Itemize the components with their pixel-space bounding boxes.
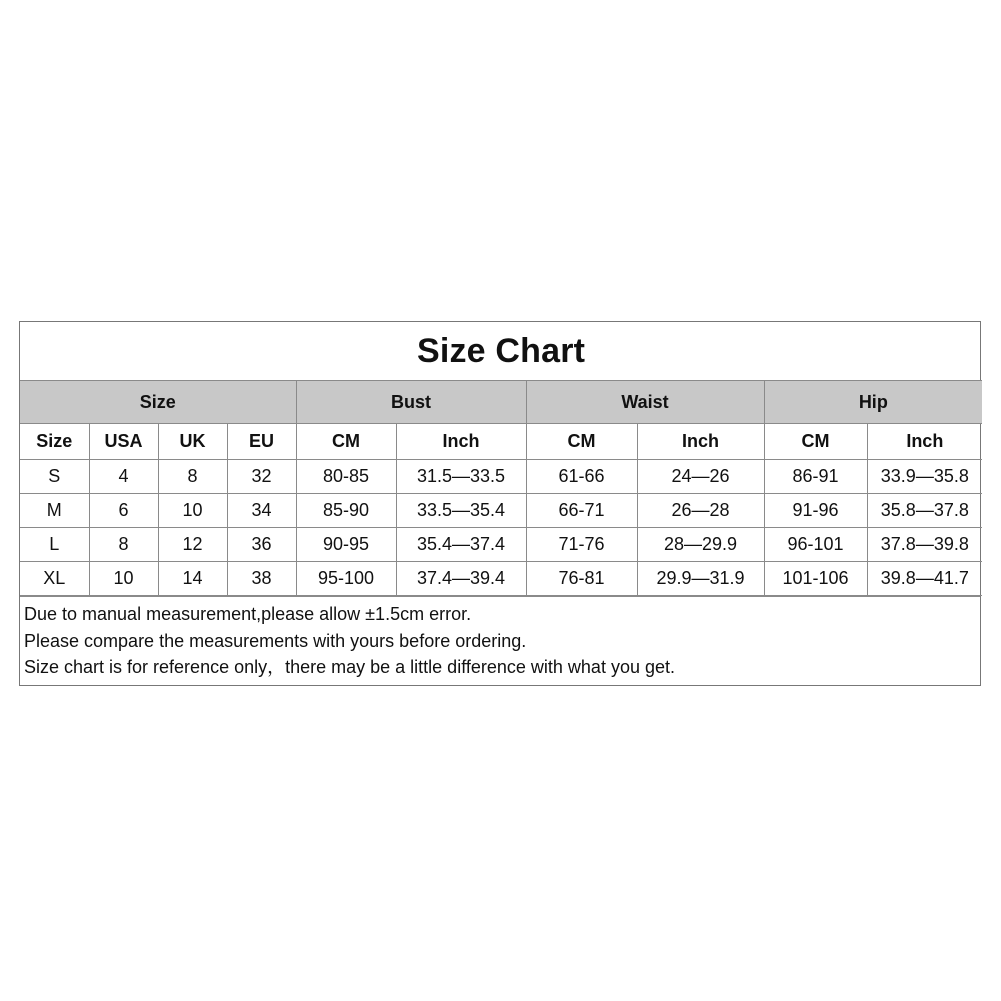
cell-eu: 36 — [227, 528, 296, 562]
note-compare-measurements: Please compare the measurements with yours before ordering. — [24, 630, 527, 651]
cell-hip-inch: 33.9—35.8 — [867, 460, 982, 494]
cell-bust-cm: 85-90 — [296, 494, 396, 528]
cell-bust-cm: 95-100 — [296, 562, 396, 596]
cell-usa: 4 — [89, 460, 158, 494]
cell-waist-inch: 28—29.9 — [637, 528, 764, 562]
cell-usa: 6 — [89, 494, 158, 528]
cell-uk: 14 — [158, 562, 227, 596]
group-header-bust: Bust — [296, 381, 526, 424]
column-header-bust-inch: Inch — [396, 424, 526, 460]
column-header-hip-inch: Inch — [867, 424, 982, 460]
cell-waist-cm: 76-81 — [526, 562, 637, 596]
title-row — [20, 322, 982, 381]
column-header-waist-cm: CM — [526, 424, 637, 460]
column-header-uk: UK — [158, 424, 227, 460]
group-header-size: Size — [20, 381, 296, 424]
table-row — [20, 528, 982, 562]
note-measurement-error: Due to manual measurement,please allow ±1.5cm error. — [24, 604, 472, 624]
cell-size: L — [20, 528, 89, 562]
cell-waist-inch: 26—28 — [637, 494, 764, 528]
cell-hip-cm: 101-106 — [764, 562, 867, 596]
cell-hip-cm: 86-91 — [764, 460, 867, 494]
cell-eu: 32 — [227, 460, 296, 494]
cell-bust-inch: 33.5—35.4 — [396, 494, 526, 528]
cell-size: M — [20, 494, 89, 528]
cell-bust-inch: 35.4—37.4 — [396, 528, 526, 562]
cell-uk: 12 — [158, 528, 227, 562]
cell-bust-inch: 31.5—33.5 — [396, 460, 526, 494]
cell-uk: 10 — [158, 494, 227, 528]
cell-hip-inch: 37.8—39.8 — [867, 528, 982, 562]
cell-bust-cm: 90-95 — [296, 528, 396, 562]
size-chart — [19, 321, 981, 686]
column-header-bust-cm: CM — [296, 424, 396, 460]
cell-uk: 8 — [158, 460, 227, 494]
size-chart-table — [20, 322, 982, 596]
cell-waist-inch: 24—26 — [637, 460, 764, 494]
cell-hip-cm: 91-96 — [764, 494, 867, 528]
group-header-hip: Hip — [764, 381, 982, 424]
column-header-eu: EU — [227, 424, 296, 460]
cell-size: XL — [20, 562, 89, 596]
cell-eu: 34 — [227, 494, 296, 528]
column-header-size: Size — [20, 424, 89, 460]
cell-hip-inch: 35.8—37.8 — [867, 494, 982, 528]
cell-waist-inch: 29.9—31.9 — [637, 562, 764, 596]
group-header-row — [20, 381, 982, 424]
cell-hip-cm: 96-101 — [764, 528, 867, 562]
table-row — [20, 494, 982, 528]
column-header-hip-cm: CM — [764, 424, 867, 460]
note-reference-only: Size chart is for reference only，there may be a little difference with what you get. — [24, 657, 675, 677]
cell-waist-cm: 66-71 — [526, 494, 637, 528]
cell-usa: 10 — [89, 562, 158, 596]
group-header-waist: Waist — [526, 381, 764, 424]
cell-size: S — [20, 460, 89, 494]
cell-waist-cm: 61-66 — [526, 460, 637, 494]
cell-bust-cm: 80-85 — [296, 460, 396, 494]
cell-bust-inch: 37.4—39.4 — [396, 562, 526, 596]
column-header-waist-inch: Inch — [637, 424, 764, 460]
cell-usa: 8 — [89, 528, 158, 562]
column-header-usa: USA — [89, 424, 158, 460]
notes — [20, 596, 980, 685]
cell-eu: 38 — [227, 562, 296, 596]
table-row — [20, 562, 982, 596]
column-header-row — [20, 424, 982, 460]
chart-title: Size Chart — [20, 322, 982, 381]
table-row — [20, 460, 982, 494]
cell-hip-inch: 39.8—41.7 — [867, 562, 982, 596]
cell-waist-cm: 71-76 — [526, 528, 637, 562]
